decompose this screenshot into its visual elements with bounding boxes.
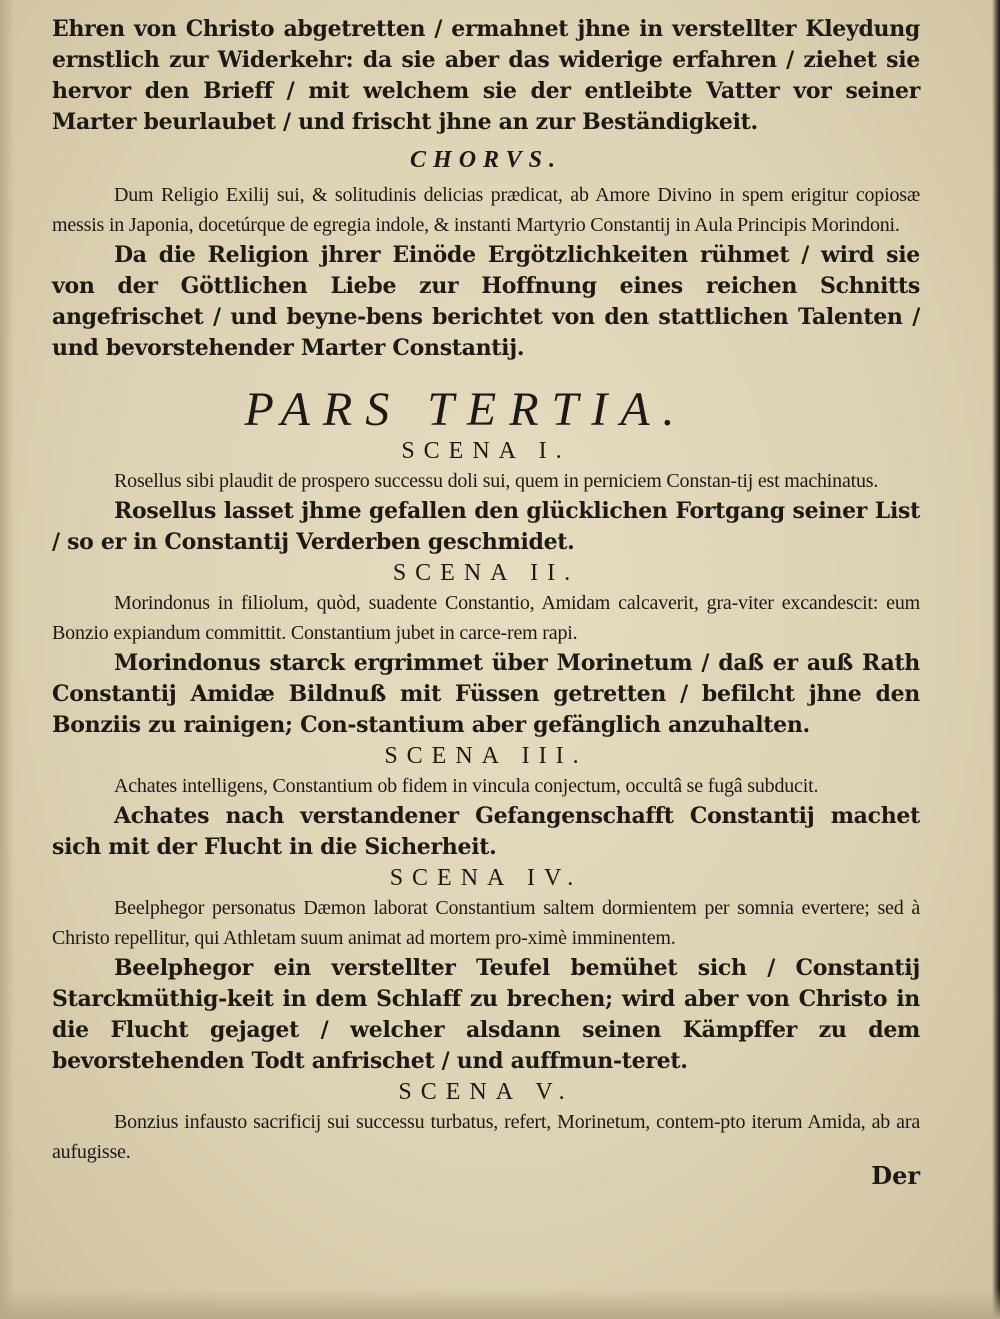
scene-2-latin: Morindonus in filiolum, quòd, suadente Constantio, Amidam calcaverit, gra-viter excandescit: eum Bonzio expiandum committit. Constantium jubet in carce-rem rapi. (52, 592, 920, 644)
scene-3-latin: Achates intelligens, Constantium ob fidem in vincula conjectum, occultâ se fugâ subducit. (114, 775, 819, 797)
scene-4-german: Beelphegor ein verstellter Teufel bemühet sich / Constantij Starckmüthig-keit in dem Schlaff zu brechen; wird aber von Christo in die Flucht gejaget / welcher alsdann seinen Kämpffer zu dem bevorstehenden Todt anfrischet / und auffmun-teret. (52, 955, 920, 1074)
page-shadow-left (0, 0, 14, 1319)
scene-1-heading: SCENA I. (401, 438, 571, 464)
scene-1-latin: Rosellus sibi plaudit de prospero successu doli sui, quem in perniciem Constan-tij est machinatus. (114, 470, 879, 492)
catchword: Der (871, 1161, 920, 1190)
scene-5-latin: Bonzius infausto sacrificij sui successu turbatus, refert, Morinetum, contem-pto iterum Amida, ab ara aufugisse. (52, 1111, 920, 1163)
scene-1-german: Rosellus lasset jhme gefallen den glücklichen Fortgang seiner List / so er in Constantij Verderben geschmidet. (52, 498, 920, 555)
chorus-german-summary: Da die Religion jhrer Einöde Ergötzlichkeiten rühmet / wird sie von der Göttlichen Liebe zur Hoffnung eines reichen Schnitts angefrischet / und beyne-bens berichtet von den stattlichen Talenten / und bevorstehender Marter Constantij. (52, 242, 920, 361)
page-shadow-bottom (0, 1289, 1000, 1319)
scene-3-heading: SCENA III. (384, 743, 588, 769)
scene-2-german: Morindonus starck ergrimmet über Morinetum / daß er auß Rath Constantij Amidæ Bildnuß mit Füssen getretten / befilcht jhne den Bonziis zu rainigen; Con-stantium aber gefänglich anzuhalten. (52, 650, 920, 738)
scene-4-heading: SCENA IV. (389, 865, 583, 891)
scene-5-heading: SCENA V. (398, 1079, 574, 1105)
intro-paragraph: Ehren von Christo abgetretten / ermahnet jhne in verstellter Kleydung ernstlich zur Widerkehr: da sie aber das widerige erfahren / ziehet sie hervor den Brieff / mit welchem sie der entleibte Vatter vor seiner Marter beurlaubet / und frischt jhne an zur Beständigkeit. (52, 16, 920, 135)
scene-3-german: Achates nach verstandener Gefangenschafft Constantij machet sich mit der Flucht in die Sicherheit. (52, 803, 920, 860)
scene-4-latin: Beelphegor personatus Dæmon laborat Constantium saltem dormientem per somnia evertere; sed à Christo repellitur, qui Athletam suum animat ad mortem pro-ximè imminentem. (52, 897, 920, 949)
page-text (52, 14, 920, 1191)
pars-title: PARS TERTIA. (244, 383, 688, 436)
page-shadow-right (992, 0, 1000, 1319)
scene-2-heading: SCENA II. (392, 560, 580, 586)
chorus-heading: CHORVS. (410, 147, 562, 173)
chorus-latin-summary: Dum Religio Exilij sui, & solitudinis delicias prædicat, ab Amore Divino in spem erigitur copiosæ messis in Japonia, docetúrque de egregia indole, & instanti Martyrio Constantij in Aula Principis Morindoni. (52, 184, 920, 236)
